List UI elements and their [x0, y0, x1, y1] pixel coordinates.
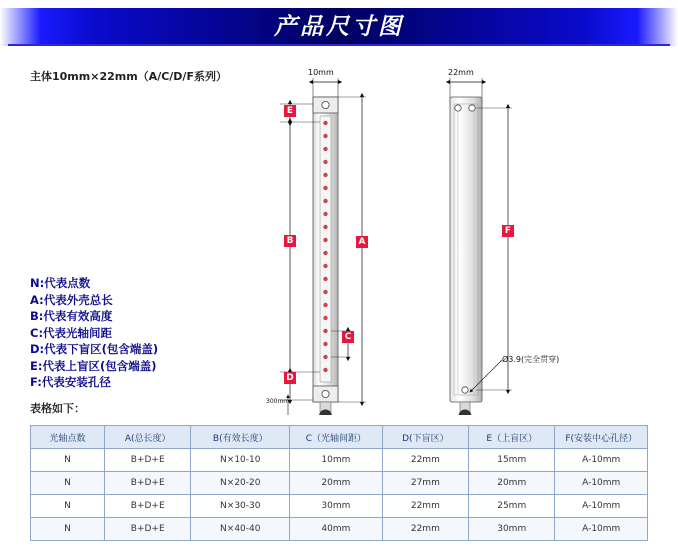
drawing-svg — [250, 60, 660, 415]
cable-length-label: 300mm — [266, 398, 290, 405]
table-cell: B+D+E — [105, 495, 191, 518]
table-cell: N×10-10 — [191, 449, 290, 472]
subtitle: 主体10mm×22mm（A/C/D/F系列） — [30, 70, 227, 83]
table-cell: N×30-30 — [191, 495, 290, 518]
table-cell: N×40-40 — [191, 518, 290, 541]
hole-diameter-label: Ø3.9(完全贯穿) — [502, 355, 560, 364]
table-header-cell: 光轴点数 — [31, 426, 105, 449]
legend-item: F:代表安装孔径 — [30, 375, 111, 389]
table-cell: N — [31, 495, 105, 518]
table-cell: 27mm — [382, 472, 468, 495]
table-cell: 15mm — [469, 449, 555, 472]
table-cell: A-10mm — [555, 449, 648, 472]
table-header-cell: E（上盲区） — [469, 426, 555, 449]
table-cell: B+D+E — [105, 472, 191, 495]
table-header-cell: A(总长度） — [105, 426, 191, 449]
table-row — [31, 518, 648, 541]
table-header-cell: C（光轴间距） — [290, 426, 383, 449]
table-cell: A-10mm — [555, 518, 648, 541]
legend-item: D:代表下盲区(包含端盖) — [30, 342, 159, 356]
table-cell: 30mm — [290, 495, 383, 518]
legend-item: E:代表上盲区(包含端盖) — [30, 358, 157, 373]
front-width-label: 10mm — [308, 68, 334, 77]
table-cell: B+D+E — [105, 518, 191, 541]
table-cell: 20mm — [469, 472, 555, 495]
table-cell: N×20-20 — [191, 472, 290, 495]
page-header — [0, 8, 678, 46]
table-header-cell: B(有效长度） — [191, 426, 290, 449]
table-note: 表格如下： — [30, 402, 85, 415]
page-title: 产品尺寸图 — [274, 13, 404, 40]
legend-item: C:代表光轴间距 — [30, 325, 113, 340]
badge-b: B — [284, 235, 296, 247]
table-header-row — [31, 426, 648, 449]
table-row — [31, 495, 648, 518]
table-cell: 22mm — [382, 449, 468, 472]
table-header-cell: D(下盲区） — [382, 426, 468, 449]
header-divider — [8, 44, 670, 46]
badge-e: E — [284, 105, 296, 117]
legend-item: B:代表有效高度 — [30, 309, 113, 323]
badge-a: A — [356, 236, 368, 248]
table-cell: N — [31, 518, 105, 541]
table-cell: A-10mm — [555, 472, 648, 495]
table-cell: 25mm — [469, 495, 555, 518]
table-cell: 30mm — [469, 518, 555, 541]
table-row — [31, 472, 648, 495]
table-cell: 22mm — [382, 518, 468, 541]
badge-c: C — [342, 331, 354, 343]
table-cell: B+D+E — [105, 449, 191, 472]
table-cell: 20mm — [290, 472, 383, 495]
side-width-label: 22mm — [448, 68, 474, 77]
badge-f: F — [502, 225, 514, 237]
table-row — [31, 449, 648, 472]
table-cell: 22mm — [382, 495, 468, 518]
table-cell: 10mm — [290, 449, 383, 472]
table-cell: A-10mm — [555, 495, 648, 518]
dimension-drawing — [250, 60, 660, 415]
legend-item: A:代表外壳总长 — [30, 292, 113, 307]
legend-item: N:代表点数 — [30, 276, 91, 290]
table-cell: N — [31, 449, 105, 472]
table-header-cell: F(安装中心孔径） — [555, 426, 648, 449]
badge-d: D — [284, 372, 296, 384]
table-cell: N — [31, 472, 105, 495]
legend-list — [30, 275, 240, 391]
spec-table — [30, 425, 648, 541]
table-cell: 40mm — [290, 518, 383, 541]
